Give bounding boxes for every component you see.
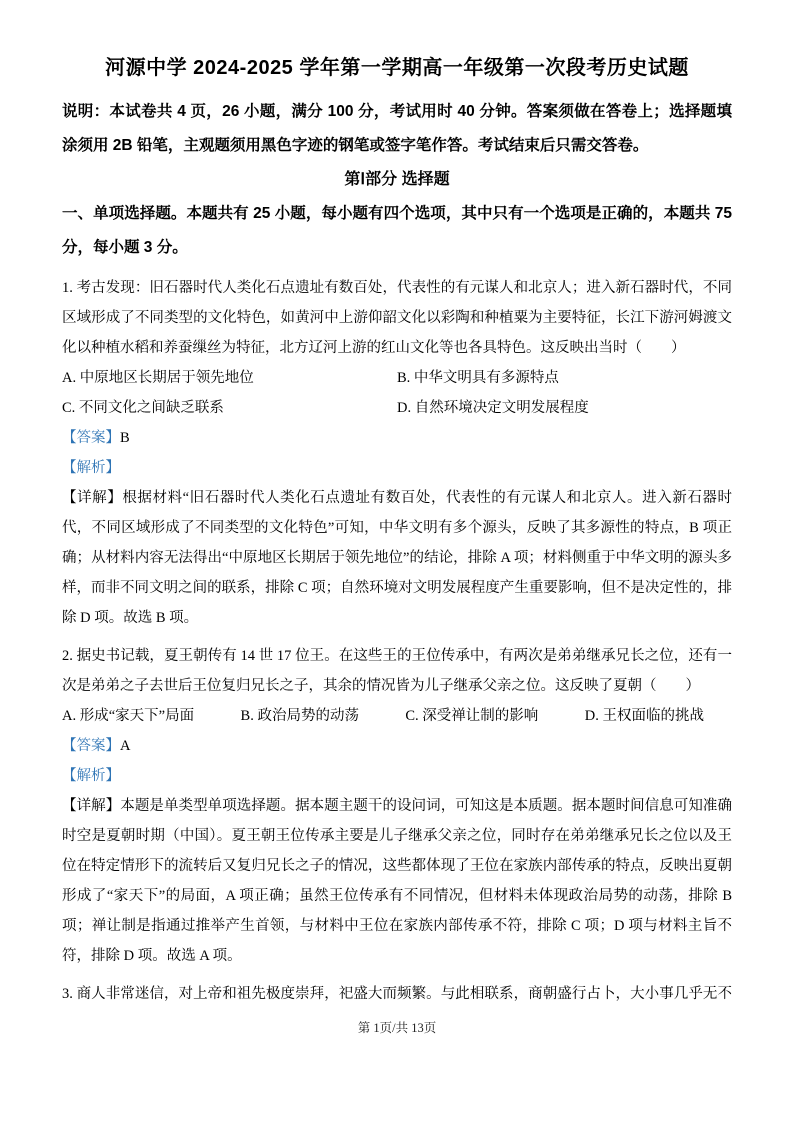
- question-stem: 3. 商人非常迷信，对上帝和祖先极度崇拜，祀盛大而频繁。与此相联系，商朝盛行占卜，大小事几乎无不: [62, 986, 732, 1002]
- analysis-line: [62, 761, 732, 791]
- option-b: B. 中华文明具有多源特点: [397, 370, 559, 386]
- answer-value: B: [120, 430, 130, 446]
- question-stem: 1. 考古发现：旧石器时代人类化石点遗址有数百处，代表性的有元谋人和北京人；进入新石器时代，不同区域形成了不同类型的文化特色，如黄河中上游仰韶文化以彩陶和种植粟为主要特征，长江下游河姆渡文化以种植水稻和养蚕缫丝为特征，北方辽河上游的红山文化等也各具特色。这反映出当时（ ）: [62, 280, 732, 356]
- exam-instructions: 说明：本试卷共 4 页，26 小题，满分 100 分，考试用时 40 分钟。答案须做在答卷上；选择题填涂须用 2B 铅笔，主观题须用黑色字迹的钢笔或签字笔作答。考试结束后只需交答卷。: [62, 103, 732, 154]
- question-2: [62, 641, 732, 971]
- question-1: [62, 273, 732, 633]
- options-grid: [62, 363, 732, 423]
- part-heading: 第Ⅰ部分 选择题: [344, 171, 450, 188]
- analysis-label: 【解析】: [62, 460, 120, 476]
- answer-value: A: [120, 738, 131, 754]
- exam-title: 河源中学 2024-2025 学年第一学期高一年级第一次段考历史试题: [105, 57, 689, 79]
- page-footer: 第 1页/共 13页: [357, 1021, 437, 1035]
- question-3-partial: [62, 979, 732, 1009]
- analysis-label: 【解析】: [62, 768, 120, 784]
- detail-text: 【详解】本题是单类型单项选择题。据本题主题干的设问词，可知这是本质题。据本题时间信息可知准确时空是夏朝时期（中国）。夏王朝王位传承主要是儿子继承父亲之位，同时存在弟弟继承兄长之位以及王位在特定情形下的流转后又复归兄长之子的情况，这些都体现了王位在家族内部传承的特点，反映出夏朝形成了“家天下”的局面，A 项正确；虽然王位传承有不同情况，但材料未体现政治局势的动荡，排除 B 项；禅让制是指通过推举产生首领，与材料中王位在家族内部传承不符，排除 C 项；D 项与材料主旨不符，排除 D 项。故选 A 项。: [62, 798, 732, 964]
- answer-label: 【答案】: [62, 430, 120, 446]
- section-intro: 一、单项选择题。本题共有 25 小题，每小题有四个选项，其中只有一个选项是正确的，本题共 75 分，每小题 3 分。: [62, 205, 732, 256]
- options-row: [62, 701, 732, 731]
- option-d: D. 王权面临的挑战: [584, 708, 704, 724]
- answer-line: [62, 423, 732, 453]
- answer-line: [62, 731, 732, 761]
- option-c: C. 不同文化之间缺乏联系: [62, 400, 224, 416]
- option-b: B. 政治局势的动荡: [240, 708, 359, 724]
- answer-label: 【答案】: [62, 738, 120, 754]
- question-stem: 2. 据史书记载，夏王朝传有 14 世 17 位王。在这些王的王位传承中，有两次是弟弟继承兄长之位，还有一次是弟弟之子去世后王位复归兄长之子，其余的情况皆为儿子继承父亲之位。这反映了夏朝（ ）: [62, 648, 732, 694]
- detail-text: 【详解】根据材料“旧石器时代人类化石点遗址有数百处，代表性的有元谋人和北京人。进入新石器时代，不同区域形成了不同类型的文化特色”可知，中华文明有多个源头，反映了其多源性的特点，B 项正确；从材料内容无法得出“中原地区长期居于领先地位”的结论，排除 A 项；材料侧重于中华文明的源头多样，而非不同文明之间的联系，排除 C 项；自然环境对文明发展程度产生重要影响，但不是决定性的，排除 D 项。故选 B 项。: [62, 490, 732, 626]
- option-c: C. 深受禅让制的影响: [405, 708, 539, 724]
- option-a: A. 形成“家天下”局面: [62, 708, 195, 724]
- analysis-line: [62, 453, 732, 483]
- option-a: A. 中原地区长期居于领先地位: [62, 370, 254, 386]
- option-d: D. 自然环境决定文明发展程度: [397, 400, 589, 416]
